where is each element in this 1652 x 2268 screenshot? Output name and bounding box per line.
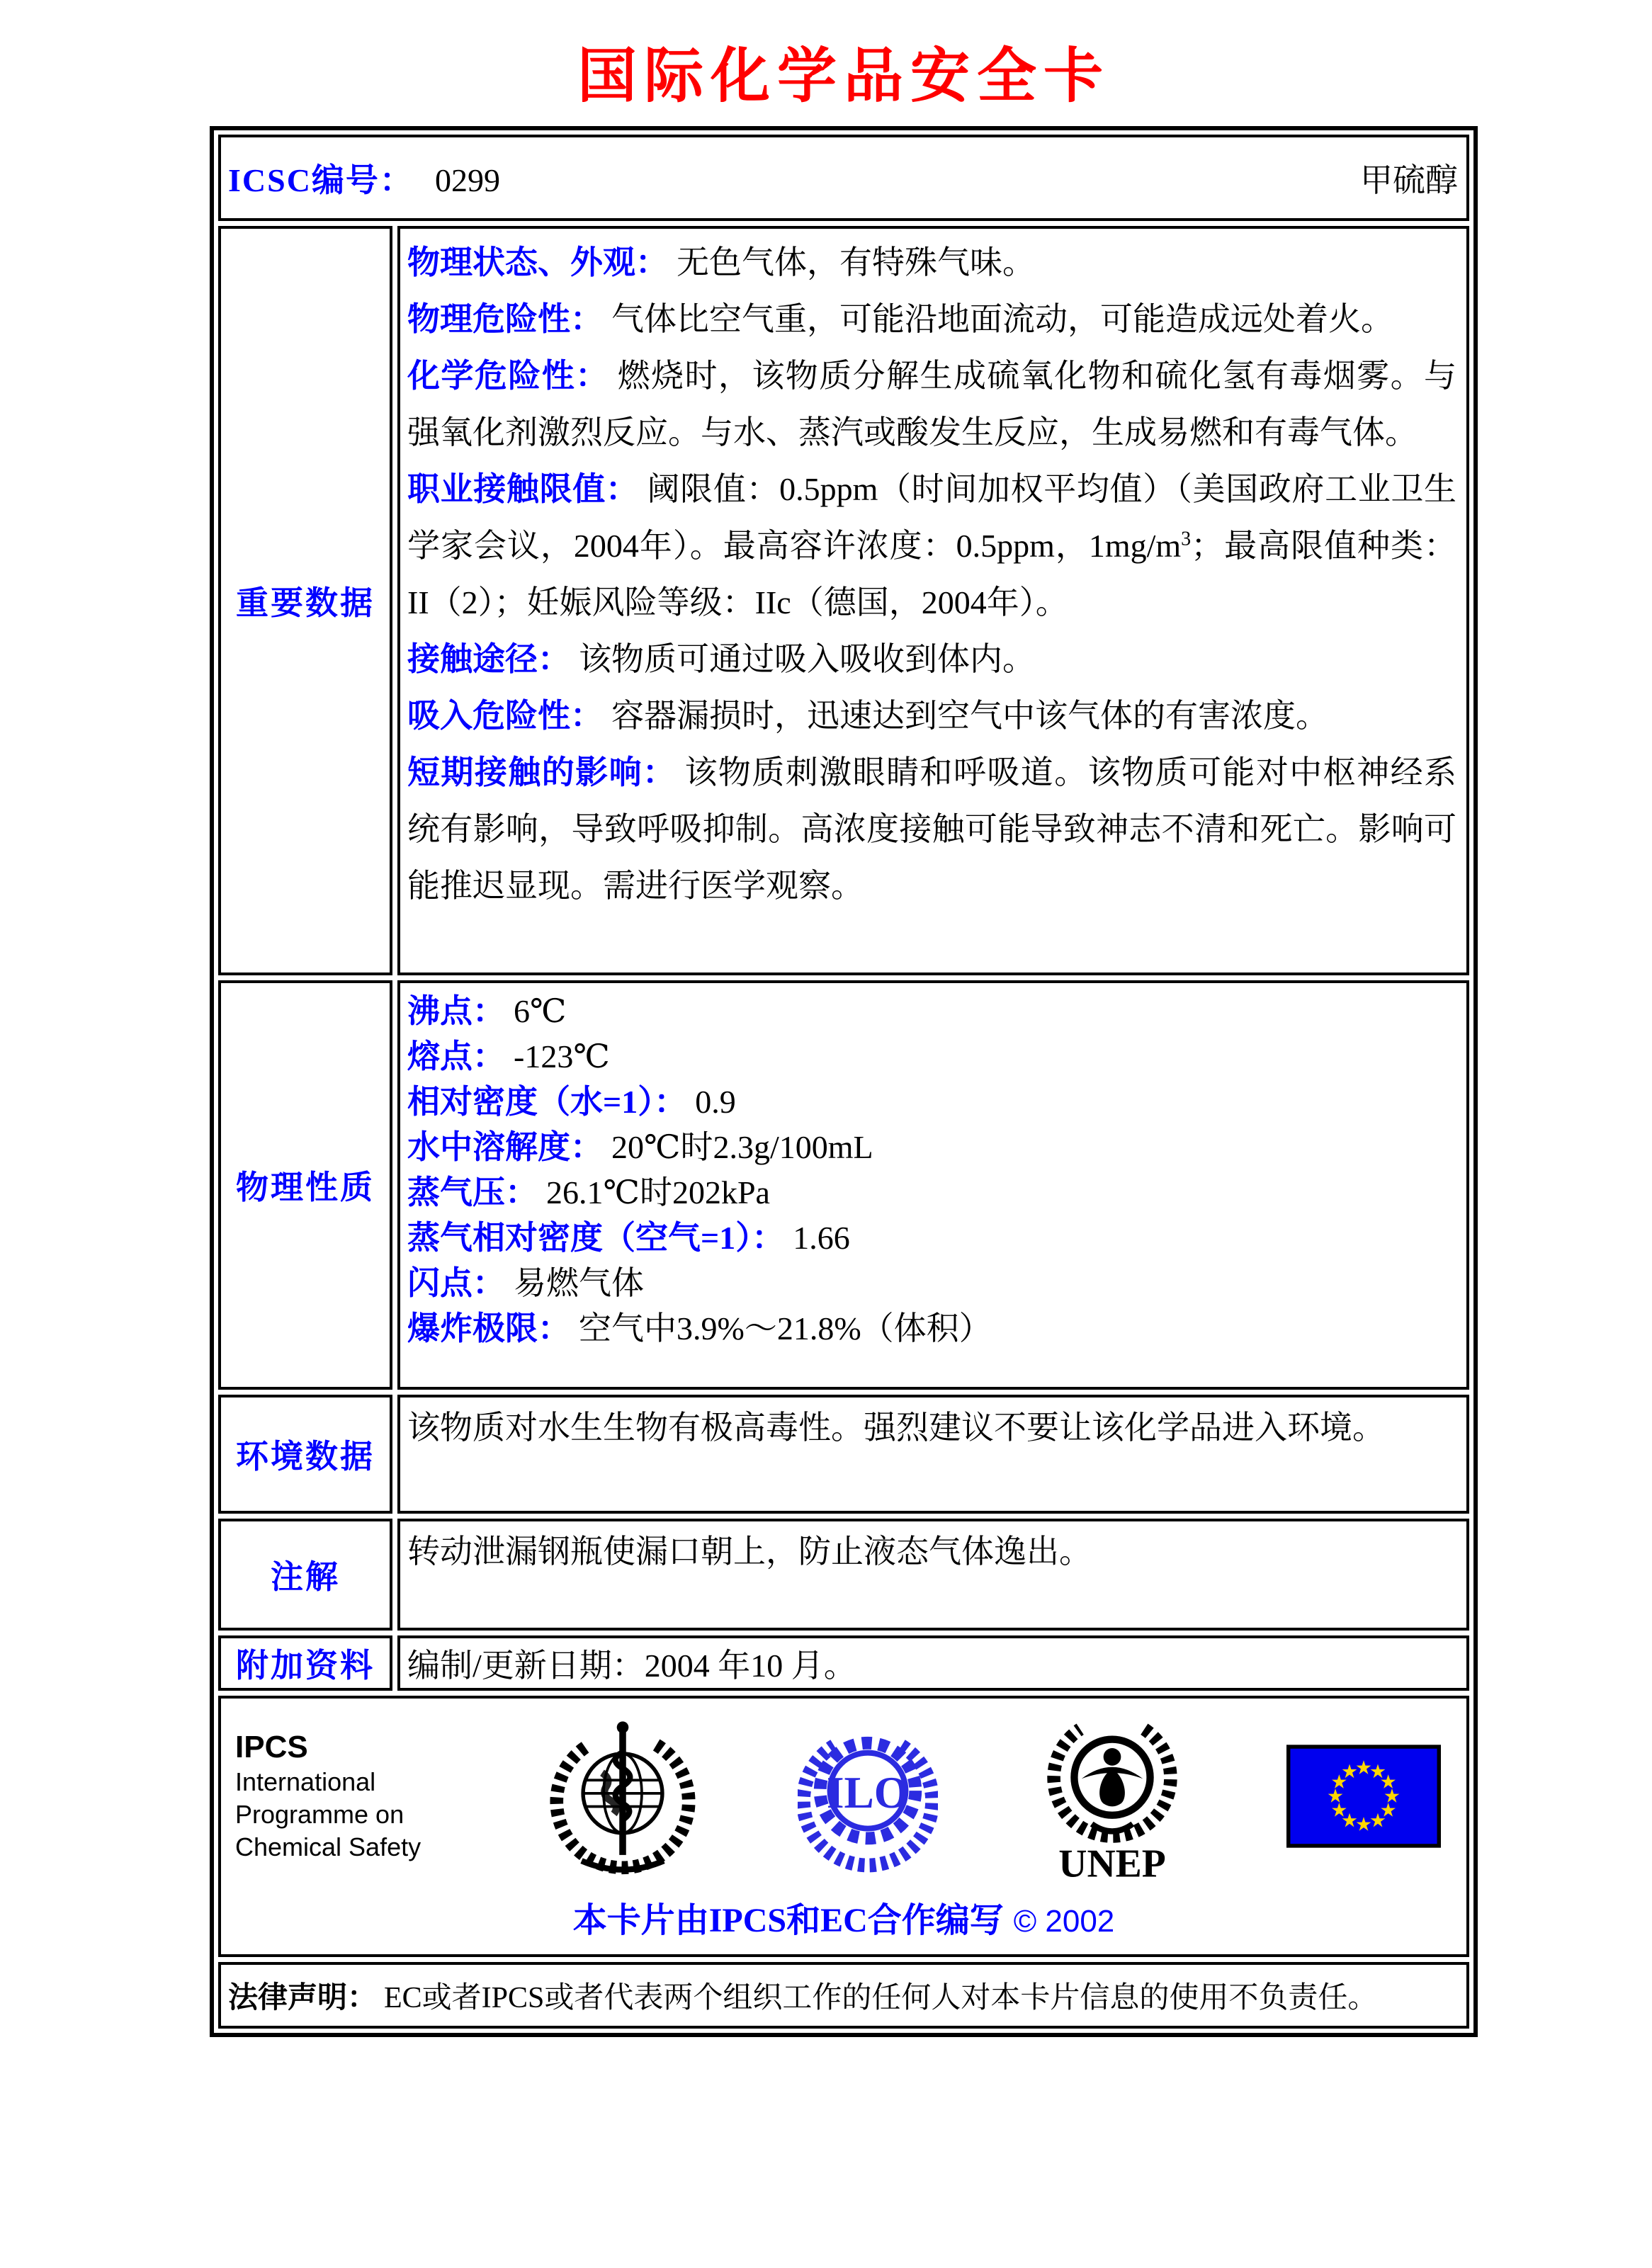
field-text: 燃烧时，该物质分解生成硫氧化物和硫化氢有毒烟雾。与强氧化剂激烈反应。与水、蒸汽或酸发生反应，生成易燃和有毒气体。 xyxy=(407,358,1457,450)
ilo-letters: ILO xyxy=(826,1767,910,1818)
icsc-card xyxy=(210,126,1478,2037)
important-item xyxy=(407,291,1456,348)
additional-info-content xyxy=(397,1635,1469,1691)
physical-property-item xyxy=(407,1079,1456,1125)
field-text: 26.1℃时202kPa xyxy=(546,1174,770,1210)
physical-properties-row xyxy=(218,980,1469,1390)
physical-property-item xyxy=(407,1170,1456,1215)
notes-text: 转动泄漏钢瓶使漏口朝上，防止液态气体逸出。 xyxy=(407,1533,1092,1570)
legal-text: EC或者IPCS或者代表两个组织工作的任何人对本卡片信息的使用不负责任。 xyxy=(384,1982,1378,2014)
physical-property-item xyxy=(407,1125,1456,1170)
logos-strip xyxy=(228,1703,1459,1886)
field-label: 短期接触的影响： xyxy=(407,754,677,790)
physical-property-item xyxy=(407,1261,1456,1306)
unep-letters: UNEP xyxy=(1058,1842,1166,1886)
additional-info-row-label: 附加资料 xyxy=(218,1635,392,1691)
field-text: 容器漏损时，迅速达到空气中该气体的有害浓度。 xyxy=(611,698,1328,734)
ipcs-line: Chemical Safety xyxy=(235,1832,422,1861)
ipcs-acronym: IPCS xyxy=(235,1730,308,1764)
credit-text: 本卡片由IPCS和EC合作编写 xyxy=(572,1902,1004,1939)
field-label: 水中溶解度： xyxy=(407,1129,603,1165)
notes-row-label: 注解 xyxy=(218,1519,392,1631)
additional-info-row xyxy=(218,1635,1469,1691)
environment-data-content xyxy=(397,1395,1469,1514)
physical-property-item xyxy=(407,1215,1456,1261)
environment-data-row-label: 环境数据 xyxy=(218,1395,392,1514)
field-label: 沸点： xyxy=(407,993,505,1029)
important-item xyxy=(407,631,1456,688)
header-cell xyxy=(218,135,1469,221)
field-text: 该物质刺激眼睛和呼吸道。该物质可能对中枢神经系统有影响，导致呼吸抑制。高浓度接触可能导致神志不清和死亡。影响可能推迟显现。需进行医学观察。 xyxy=(407,754,1457,904)
important-item xyxy=(407,744,1456,914)
important-item xyxy=(407,461,1456,631)
field-label: 化学危险性： xyxy=(407,358,609,394)
notes-row xyxy=(218,1519,1469,1631)
eu-flag-icon xyxy=(1286,1745,1441,1848)
field-text: 阈限值：0.5ppm（时间加权平均值）（美国政府工业卫生学家会议，2004年）。最高容许浓度：0.5ppm，1mg/m xyxy=(407,471,1457,564)
field-text: -123℃ xyxy=(514,1038,610,1075)
ipcs-line: Programme on xyxy=(235,1800,404,1829)
physical-property-item xyxy=(407,989,1456,1034)
legal-row xyxy=(218,1962,1469,2029)
ipcs-line: International xyxy=(235,1767,376,1796)
notes-content xyxy=(397,1519,1469,1631)
ipcs-title-block xyxy=(235,1729,448,1864)
important-item xyxy=(407,348,1456,461)
credit-line xyxy=(228,1886,1459,1950)
icsc-number-group xyxy=(228,154,500,201)
field-text: 6℃ xyxy=(514,993,567,1029)
field-text: 易燃气体 xyxy=(514,1265,644,1301)
field-label: 相对密度（水=1）： xyxy=(407,1084,687,1120)
environment-text: 该物质对水生生物有极高毒性。强烈建议不要让该化学品进入环境。 xyxy=(407,1410,1385,1446)
important-data-content xyxy=(397,226,1469,975)
field-label: 熔点： xyxy=(407,1038,505,1075)
ilo-logo-icon xyxy=(798,1718,938,1875)
important-data-row xyxy=(218,226,1469,975)
who-logo-icon xyxy=(549,1714,696,1878)
important-item xyxy=(407,234,1456,291)
field-label: 接触途径： xyxy=(407,641,570,677)
field-label: 职业接触限值： xyxy=(407,471,639,507)
field-text: 20℃时2.3g/100mL xyxy=(611,1129,873,1165)
superscript: 3 xyxy=(1181,528,1192,550)
field-label: 物理危险性： xyxy=(407,301,603,337)
logos-cell xyxy=(218,1696,1469,1957)
additional-info-text: 编制/更新日期：2004 年10 月。 xyxy=(407,1648,856,1684)
field-text: 1.66 xyxy=(793,1220,850,1256)
physical-property-item xyxy=(407,1306,1456,1351)
legal-label: 法律声明： xyxy=(228,1982,378,2014)
physical-property-item xyxy=(407,1034,1456,1079)
field-text: 该物质可通过吸入吸收到体内。 xyxy=(579,641,1035,677)
important-data-row-label: 重要数据 xyxy=(218,226,392,975)
field-text: 空气中3.9%～21.8%（体积） xyxy=(579,1310,992,1346)
field-label: 爆炸极限： xyxy=(407,1310,570,1346)
field-text: 气体比空气重，可能沿地面流动，可能造成远处着火。 xyxy=(611,301,1393,337)
physical-properties-row-label: 物理性质 xyxy=(218,980,392,1390)
header-row xyxy=(218,135,1469,221)
environment-data-row xyxy=(218,1395,1469,1514)
important-item xyxy=(407,688,1456,744)
unep-logo-icon xyxy=(1039,1707,1185,1886)
field-label: 吸入危险性： xyxy=(407,698,603,734)
field-text: 无色气体，有特殊气味。 xyxy=(677,244,1035,280)
legal-cell xyxy=(218,1962,1469,2029)
field-text: ；最高限值种类：II（2）；妊娠风险等级：IIc（德国，2004年）。 xyxy=(407,528,1456,620)
chemical-name: 甲硫醇 xyxy=(1360,162,1458,198)
icsc-number-value: 0299 xyxy=(434,162,500,198)
field-label: 蒸气相对密度（空气=1）： xyxy=(407,1220,785,1256)
copyright-text: © 2002 xyxy=(1013,1904,1115,1939)
physical-properties-content xyxy=(397,980,1469,1390)
field-label: 物理状态、外观： xyxy=(407,244,668,280)
field-text: 0.9 xyxy=(695,1084,736,1120)
field-label: 蒸气压： xyxy=(407,1174,538,1210)
icsc-number-label: ICSC编号： xyxy=(228,162,414,198)
field-label: 闪点： xyxy=(407,1265,505,1301)
logos-row xyxy=(218,1696,1469,1957)
page-title: 国际化学品安全卡 xyxy=(577,44,1110,110)
